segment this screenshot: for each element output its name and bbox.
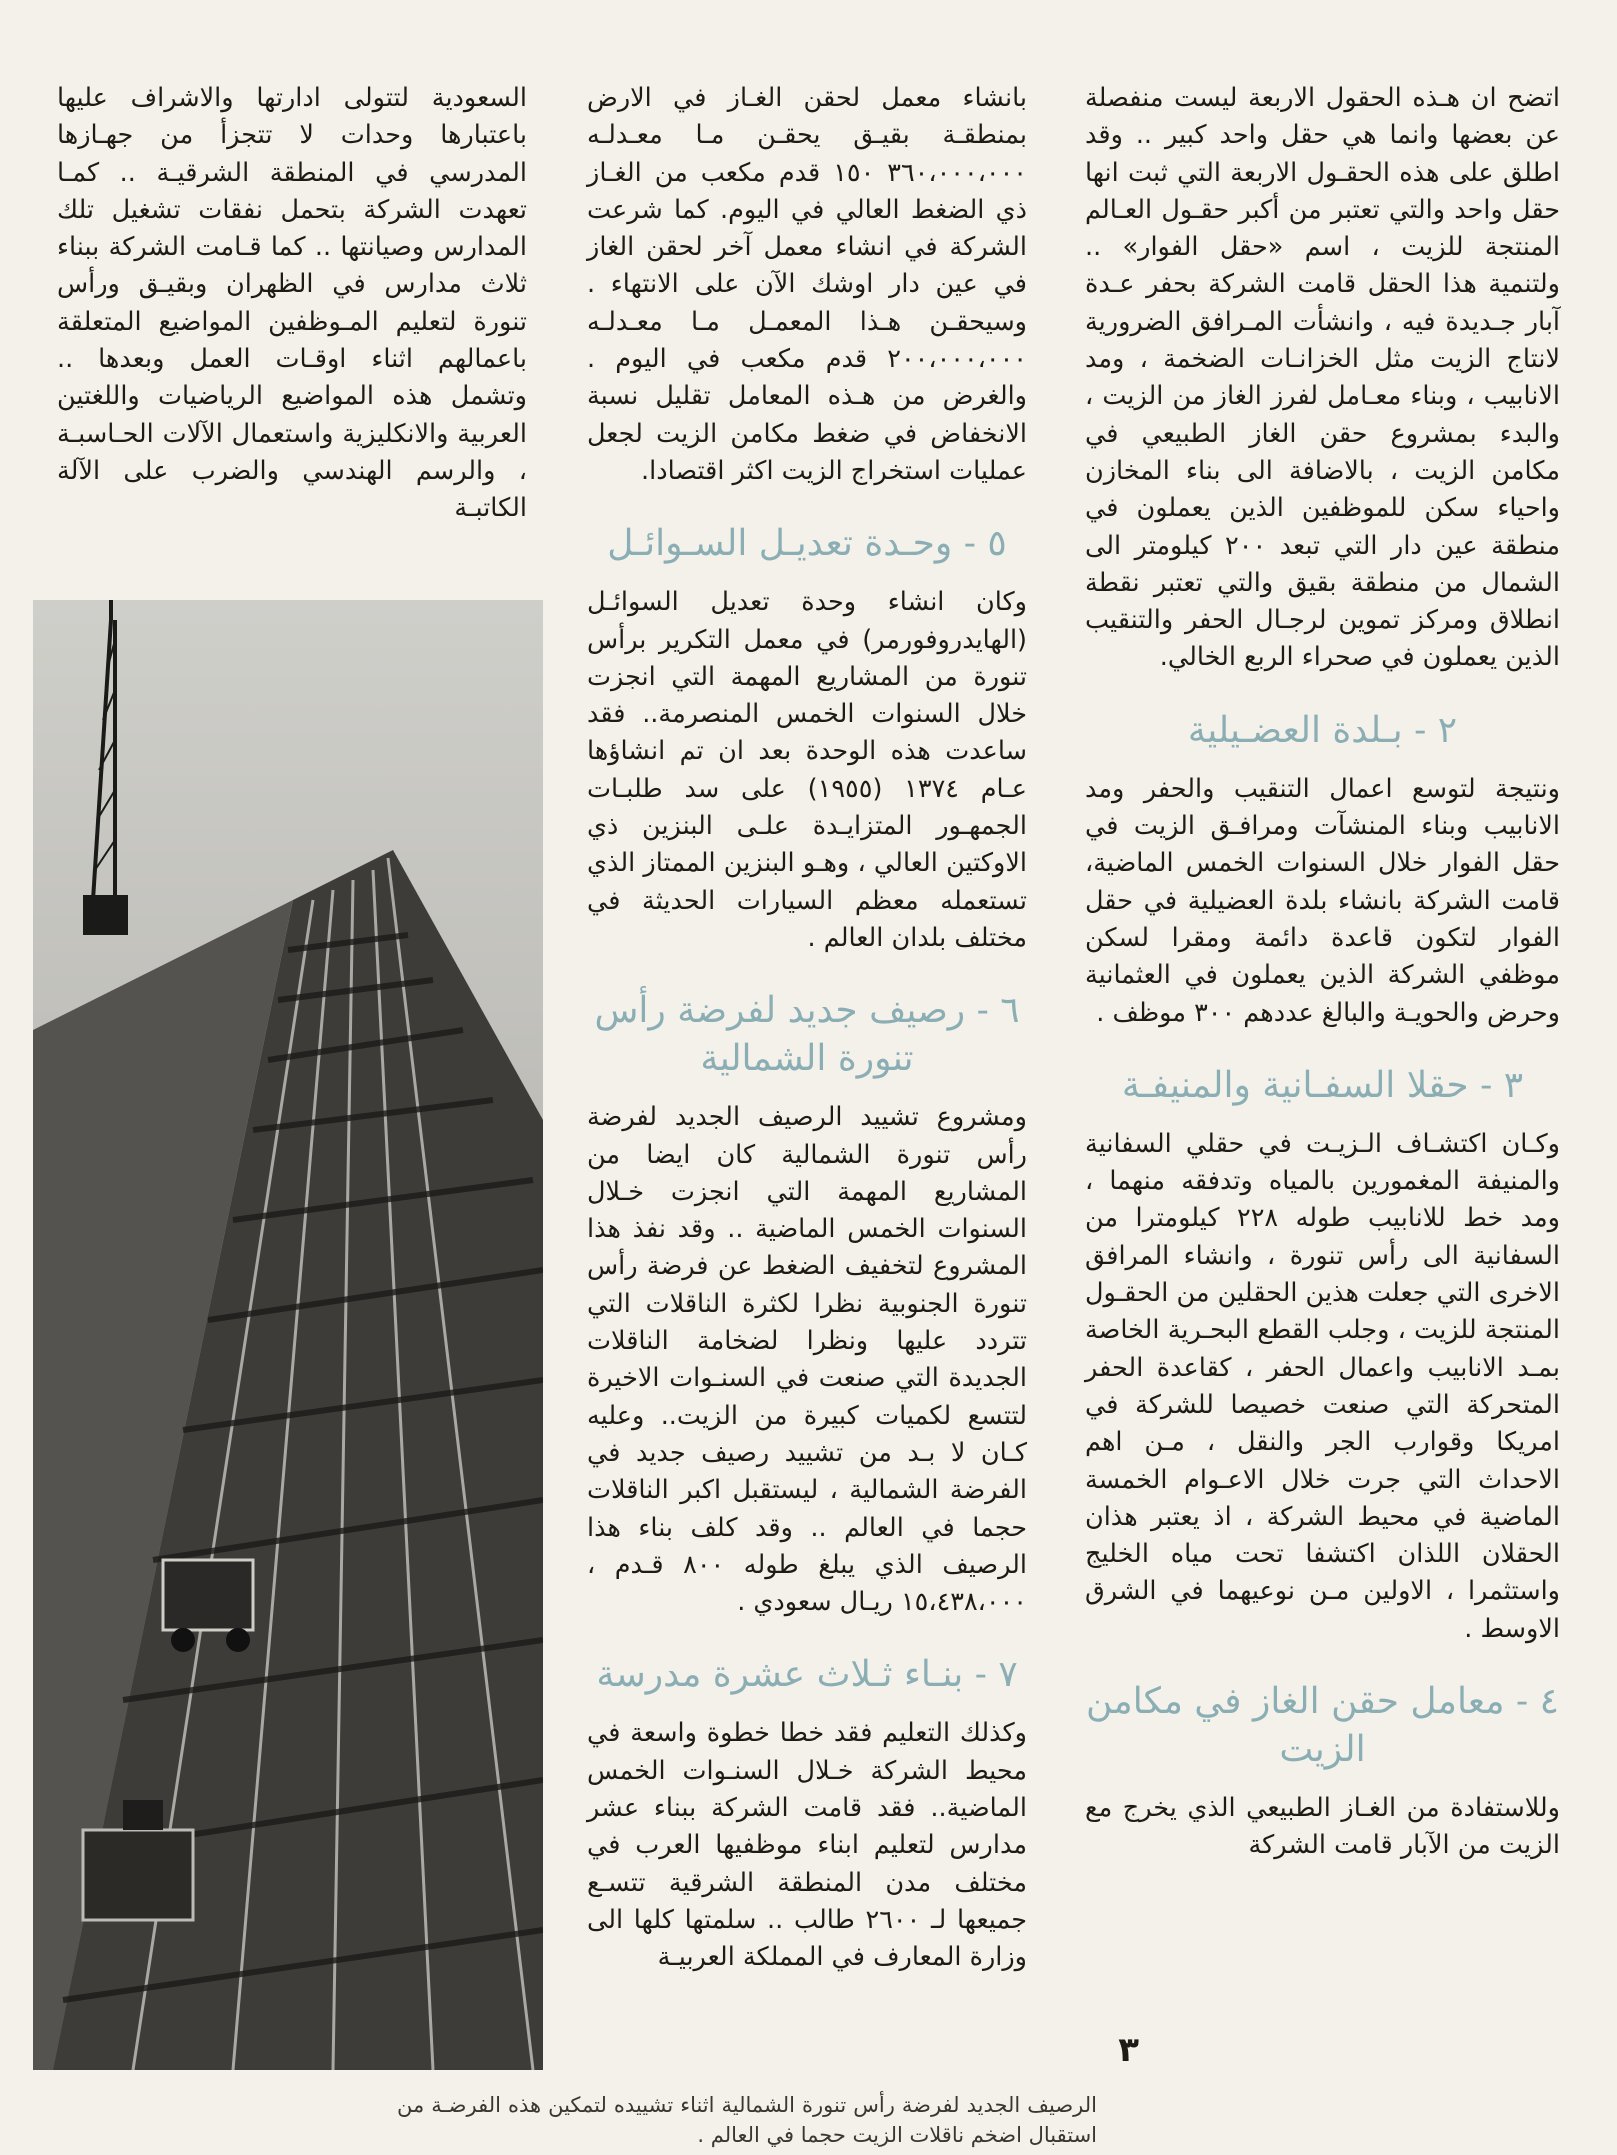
section-heading-4: ٤ - معامل حقن الغاز في مكامن الزيت xyxy=(1086,1680,1559,1770)
paragraph: وكـان اكتشـاف الـزيـت في حقلي السفانية والمنيفة المغمورين بالمياه وتدفقه منهما ، ومد خط للانابيب طوله ٢٢٨ كيلومترا من السفانية الى رأس تنورة ، وانشاء المرافق الاخرى التي جعلت هذين الحقلين من الحقـول المنتجة للزيت ، وجلب القطع البحـرية الخاصة بمـد الانابيب واعمال الحفر ، كقاعدة الحفر المتحركة التي صنعت خصيصا للشركة في امريكا وقوارب الجر والنقل ، مـن اهم الاحداث التي جرت خلال الاعـوام الخمسة الماضية في محيط الشركة ، اذ يعتبر هذان الحقلان اللذان اكتشفا تحت مياه الخليج واستثمرا ، الاولين مـن نوعيهما في الشرق الاوسط . xyxy=(1085,1128,1560,1644)
paragraph: ونتيجة لتوسع اعمال التنقيب والحفر ومد الانابيب وبناء المنشآت ومرافـق الزيت في حقل الفوار خلال السنوات الخمس الماضية، قامت الشركة بانشاء بلدة العضيلية في حقل الفوار لتكون قاعدة دائمة ومقرا لسكن موظفي الشركة الذين يعملون في العثمانية وحرض والحويـة والبالغ عددهم ٣٠٠ موظف . xyxy=(1085,773,1560,1028)
paragraph: وكان انشاء وحدة تعديل السوائـل (الهايدروفورمر) في معمل التكرير برأس تنورة من المشاريع المهمة التي انجزت خلال السنوات الخمس المنصرمة.. فقد ساعدت هذه الوحدة بعد ان تم انشاؤها عـام ١٣٧٤ (١٩٥٥) على سد طلبـات الجمهـور المتزايـدة علـى البنزين ذي الاوكتين العالي ، وهـو البنزين الممتاز الذي تستعمله معظم السيارات الحديثة في مختلف بلدان العالم . xyxy=(587,587,1027,953)
column-middle xyxy=(587,80,1027,1976)
paragraph: ومشروع تشييد الرصيف الجديد لفرضة رأس تنورة الشمالية كان ايضا من المشاريع المهمة التي انجزت خـلال السنوات الخمس الماضية .. وقد نفذ هذا المشروع لتخفيف الضغط عن فرضة رأس تنورة الجنوبية نظرا لكثرة الناقلات التي تتردد عليها ونظرا لضخامة الناقلات الجديدة التي صنعت في السنـوات الاخيرة لتتسع لكميات كبيرة من الزيت.. وعليه كـان لا بـد من تشييد رصيف جديد في الفرضة الشمالية ، ليستقبل اكبر الناقلات حجما في العالم .. وقد كلف بناء هذا الرصيف الذي يبلغ طوله ٨٠٠ قـدم ، ١٥،٤٣٨،٠٠٠ ريـال سعودي . xyxy=(587,1102,1027,1618)
column-left xyxy=(57,80,527,528)
paragraph: السعودية لتتولى ادارتها والاشراف عليها باعتبارها وحدات لا تتجزأ من جهـازها المدرسي في المنطقة الشرقيـة .. كمـا تعهدت الشركة بتحمل نفقات تشغيل تلك المدارس وصيانتها .. كما قـامت الشركة ببناء ثلاث مدارس في الظهران وبقيـق ورأس تنورة لتعليم المـوظفين المواضيع المتعلقة باعمالهم اثناء اوقـات العمل وبعدها .. وتشمل هذه المواضيع الرياضيات واللغتين العربية والانكليزية واستعمال الآلات الحـاسبـة ، والرسم الهندسي والضرب على الآلة الكاتبـة xyxy=(57,83,527,524)
section-heading-2: ٢ - بـلدة العضـيلية xyxy=(1187,709,1458,751)
section-heading-6: ٦ - رصيف جديد لفرضة رأس تنورة الشمالية xyxy=(594,990,1020,1080)
photo-caption: الرصيف الجديد لفرضة رأس تنورة الشمالية اثناء تشييده لتمكين هذه الفرضـة من استقبال اضخم ناقلات الزيت حجما في العالم . xyxy=(397,2093,1097,2147)
pier-construction-photo xyxy=(33,600,543,2070)
paragraph: وللاستفادة من الغـاز الطبيعي الذي يخرج مع الزيت من الآبار قامت الشركة xyxy=(1085,1792,1560,1861)
section-heading-5: ٥ - وحـدة تعديـل السـوائـل xyxy=(607,523,1007,565)
section-heading-7: ٧ - بنـاء ثـلاث عشرة مدرسة xyxy=(596,1654,1018,1696)
column-right xyxy=(1085,80,1560,1865)
page-number: ٣ xyxy=(1118,2030,1139,2070)
paragraph: اتضح ان هـذه الحقول الاربعة ليست منفصلة عن بعضها وانما هي حقل واحد كبير .. وقد اطلق على هذه الحقـول الاربعة التي ثبت انها حقل واحد والتي تعتبر من أكبر حقـول العـالم المنتجة للزيت ، اسم «حقل الفوار» .. ولتنمية هذا الحقل قامت الشركة بحفر عـدة آبار جـديدة فيه ، وانشأت المـرافق الضرورية لانتاج الزيت مثل الخزانـات الضخمة ، ومد الانابيب ، وبناء معـامل لفرز الغاز من الزيت ، والبدء بمشروع حقن الغاز الطبيعي في مكامن الزيت ، بالاضافة الى بناء المخازن واحياء سكن للموظفين الذين يعملون في منطقة عين دار التي تبعد ٢٠٠ كيلومتر الى الشمال من منطقة بقيق والتي تعتبر نقطة انطلاق ومركز تموين لرجـال الحفر والتنقيب الذين يعملون في صحراء الربع الخالي. xyxy=(1085,83,1560,673)
paragraph: وكذلك التعليم فقد خطا خطوة واسعة في محيط الشركة خـلال السنـوات الخمس الماضية.. فقد قامت الشركة ببناء عشر مدارس لتعليم ابناء موظفيها العرب في مختلف مدن المنطقة الشرقية تتسـع جميعها لـ ٢٦٠٠ طالب .. سلمتها كلها الى وزارة المعارف في المملكة العربيـة xyxy=(587,1718,1027,1973)
paragraph: بانشاء معمل لحقن الغـاز في الارض بمنطقـة بقيـق يحقـن مـا معـدلـه ٣٦٠،٠٠٠،٠٠٠ ١٥٠ قدم مكعب من الغـاز ذي الضغط العالي في اليوم. كما شرعت الشركة في انشاء معمل آخر لحقن الغاز في عين دار اوشك الآن على الانتهاء . وسيحقـن هـذا المعمـل مـا معـدلـه ٢٠٠،٠٠٠،٠٠٠ قدم مكعب في اليوم . والغرض من هـذه المعامل تقليل نسبة الانخفاض في ضغط مكامن الزيت لجعل عمليات استخراج الزيت اكثر اقتصادا. xyxy=(587,83,1028,486)
section-heading-3: ٣ - حقلا السفـانية والمنيفـة xyxy=(1121,1064,1524,1106)
